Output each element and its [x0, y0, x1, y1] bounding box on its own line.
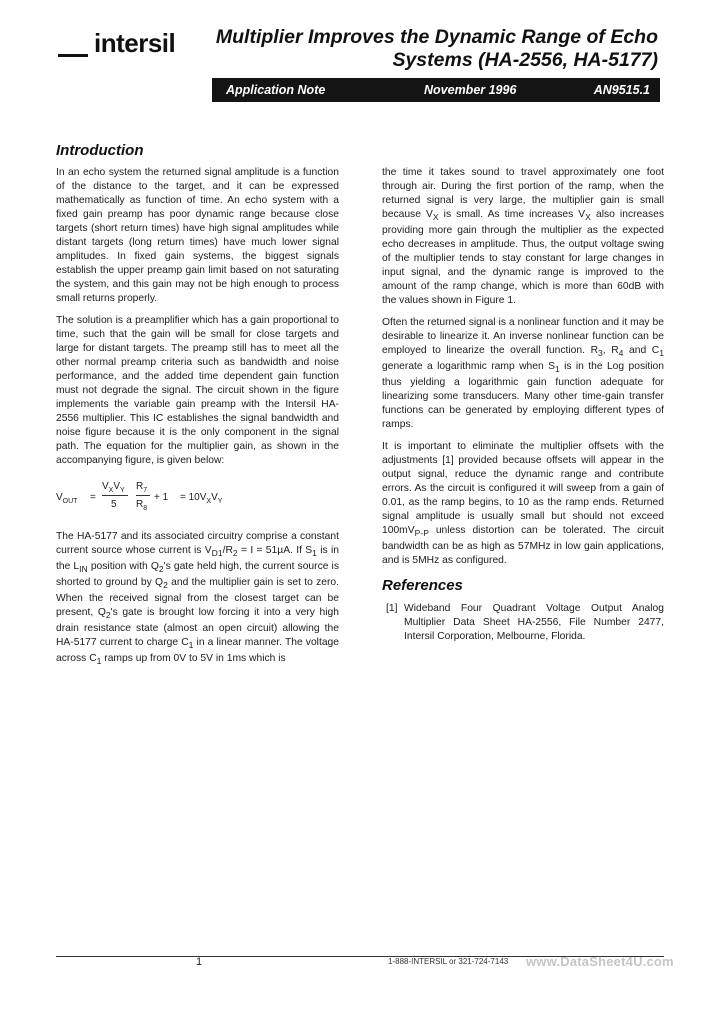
reference-text: Wideband Four Quadrant Voltage Output Analog Multiplier Data Sheet HA-2556, File Number 2477, Intersil Corporation, Melbourne, Florida. [404, 603, 664, 642]
title-line-1: Multiplier Improves the Dynamic Range of Echo [215, 26, 658, 48]
r2-a: Often the returned signal is a nonlinear function and it may be desirable to linearize it. An inverse nonlinear function can be employed to linearize the overall function. R [382, 317, 664, 357]
p3-f: 's gate held high, the current source is shorted to ground by Q [56, 561, 339, 589]
right-paragraph-3 [382, 440, 664, 568]
r3-sub-1: P-P [414, 528, 429, 539]
eq-r-num: R [136, 481, 144, 492]
left-column [56, 166, 339, 676]
r2-sub-4: 1 [554, 364, 560, 375]
eq-rhs-sub-y: Y [217, 498, 223, 505]
r2-c: and C [623, 345, 660, 357]
eq-fraction-line-1 [102, 495, 128, 496]
r2-sub-1: 3 [598, 348, 603, 359]
p3-sub-6: 2 [163, 580, 168, 591]
eq-num-sub-y: Y [120, 487, 125, 494]
p3-sub-8: 1 [188, 640, 194, 651]
p3-sub-5: 2 [158, 564, 164, 575]
eq-rhs-v: V [211, 492, 218, 503]
r2-sub-3: 1 [659, 348, 664, 359]
footer-phone: 1-888-INTERSIL or 321-724-7143 [388, 957, 509, 966]
eq-r-num-sub: 7 [143, 487, 148, 494]
r2-d: generate a logarithmic ramp when S [382, 361, 555, 373]
eq-rhs: = 10V [180, 492, 207, 503]
eq-equals-1: = [90, 492, 96, 503]
p3-sub-2: 2 [232, 548, 238, 559]
r2-e: is in the Log position thus yielding a logarithmic gain function adequate for linearizing some transducers. Many other time-gain transfer functions can be generated by employing different types of ramps. [382, 361, 664, 431]
eq-num-sub-x: X [108, 487, 114, 494]
eq-rhs-sub-x: X [206, 498, 212, 505]
r1-sub-2: X [585, 212, 591, 223]
p3-sub-3: 1 [312, 548, 317, 559]
eq-r-den-sub: 8 [143, 505, 148, 512]
p3-i: in a linear manner. The voltage across C [56, 637, 340, 665]
p3-c: = I = 51µA. If S [237, 545, 313, 556]
intro-paragraph-1: In an echo system the returned signal amplitude is a function of the distance to the target, and it can be expressed mathematically as function of time. An echo system with a fixed gain preamp has poor dynamic range because close targets (short return times) have high signal amplitudes while distant targets (long return times) have much lower signal amplitudes. In fixed gain systems, the biggest signals establish the upper preamp gain limit based on not saturating the system, and this gain may not be high enough to process small returns properly. [56, 167, 339, 304]
introduction-heading: Introduction [56, 142, 144, 159]
p3-d: is in the L [56, 545, 339, 573]
r2-sub-2: 4 [618, 348, 624, 359]
p3-e: position with Q [87, 561, 159, 573]
document-title [188, 26, 658, 72]
watermark: www.DataSheet4U.com [526, 954, 674, 969]
eq-lhs-sub: OUT [62, 498, 78, 505]
p3-sub-4: IN [79, 564, 88, 575]
p3-a: The HA-5177 and its associated circuitry comprise a constant current source whose current is V [56, 531, 339, 556]
right-paragraph-1 [382, 166, 664, 308]
p3-h: 's gate is brought low forcing it into a very high drain resistance state (almost an open circuit) allowing the HA-5177 current to charge C [56, 607, 339, 649]
p3-sub-9: 1 [96, 656, 102, 667]
reference-number: [1] [386, 603, 398, 614]
r1-b: is small. As time increases V [438, 209, 586, 220]
intro-paragraph-2: The solution is a preamplifier which has a gain proportional to time, such that the gain will be small for close targets and large for distant targets. The preamp still has to meet all the other normal preamp criteria such as bandwidth and noise performance, and the added time dependent gain function must not degrade the signal. The circuit shown in the figure implements the variable gain preamp with the Intersil HA-2556 multiplier. This IC establishes the signal bandwidth and noise figure because it is the only component in the signal path. The equation for the multiplier gain, as shown in the accompanying figure, is given below: [56, 315, 339, 466]
reference-item [382, 602, 664, 644]
eq-r-den: R [136, 499, 144, 510]
eq-num-v: V [102, 481, 109, 492]
r2-b: , R [602, 345, 619, 357]
p3-sub-7: 2 [105, 610, 111, 621]
doc-date: November 1996 [424, 83, 517, 97]
intro-paragraph-3 [56, 530, 339, 668]
intersil-logo: intersil [94, 28, 176, 58]
p3-b: /R [222, 545, 233, 556]
header-band [212, 78, 660, 102]
references-heading: References [382, 577, 463, 594]
gain-equation [56, 476, 339, 520]
title-line-2: Systems (HA-2556, HA-5177) [392, 49, 658, 71]
p3-g: and the multiplier gain is set to zero. When the received signal from the closest target can be present, Q [56, 577, 339, 619]
p3-j: ramps up from 0V to 5V in 1ms which is [101, 653, 286, 665]
references-list [382, 602, 664, 644]
eq-num-v2: V [113, 481, 121, 492]
eq-fraction-line-2 [136, 495, 150, 496]
page-number: 1 [196, 956, 203, 968]
right-paragraph-2 [382, 316, 664, 432]
right-column [382, 166, 664, 576]
r1-c: also increases providing more gain through the multiplier as the expected echo decreases in amplitude. Thus, the output voltage swing of the multiplier tends to stay constant for large changes in input signal, and the dynamic range is improved to the amount of the ramp change, which is more than 60dB with the values shown in Figure 1. [382, 209, 664, 307]
doc-number: AN9515.1 [593, 83, 650, 97]
eq-lhs: V [56, 492, 63, 503]
logo-bar [58, 54, 88, 57]
r3-b: unless distortion can be tolerated. The circuit bandwidth can be as high as 57MHz in low gain applications, and is 5MHz as configured. [382, 525, 664, 567]
eq-plus-one: + 1 [154, 492, 169, 503]
r1-a: the time it takes sound to travel approximately one foot through air. During the first portion of the ramp, when the returned signal is very large, the multiplier gain is small because V [382, 167, 664, 220]
doc-type: Application Note [226, 83, 326, 97]
p3-sub-d1: D1 [211, 548, 223, 559]
r1-sub-1: X [432, 212, 439, 223]
eq-den: 5 [111, 499, 117, 510]
r3-a: It is important to eliminate the multiplier offsets with the adjustments [1] provided because offsets will appear in the output signal, reduce the dynamic range and contribute errors. As the circuit is configured it will sweep from a gain of 0.01, as the ramp begins, to 10 as the ramp ends. Returned signal amplitude is usually small but should not exceed 100mV [382, 441, 664, 537]
